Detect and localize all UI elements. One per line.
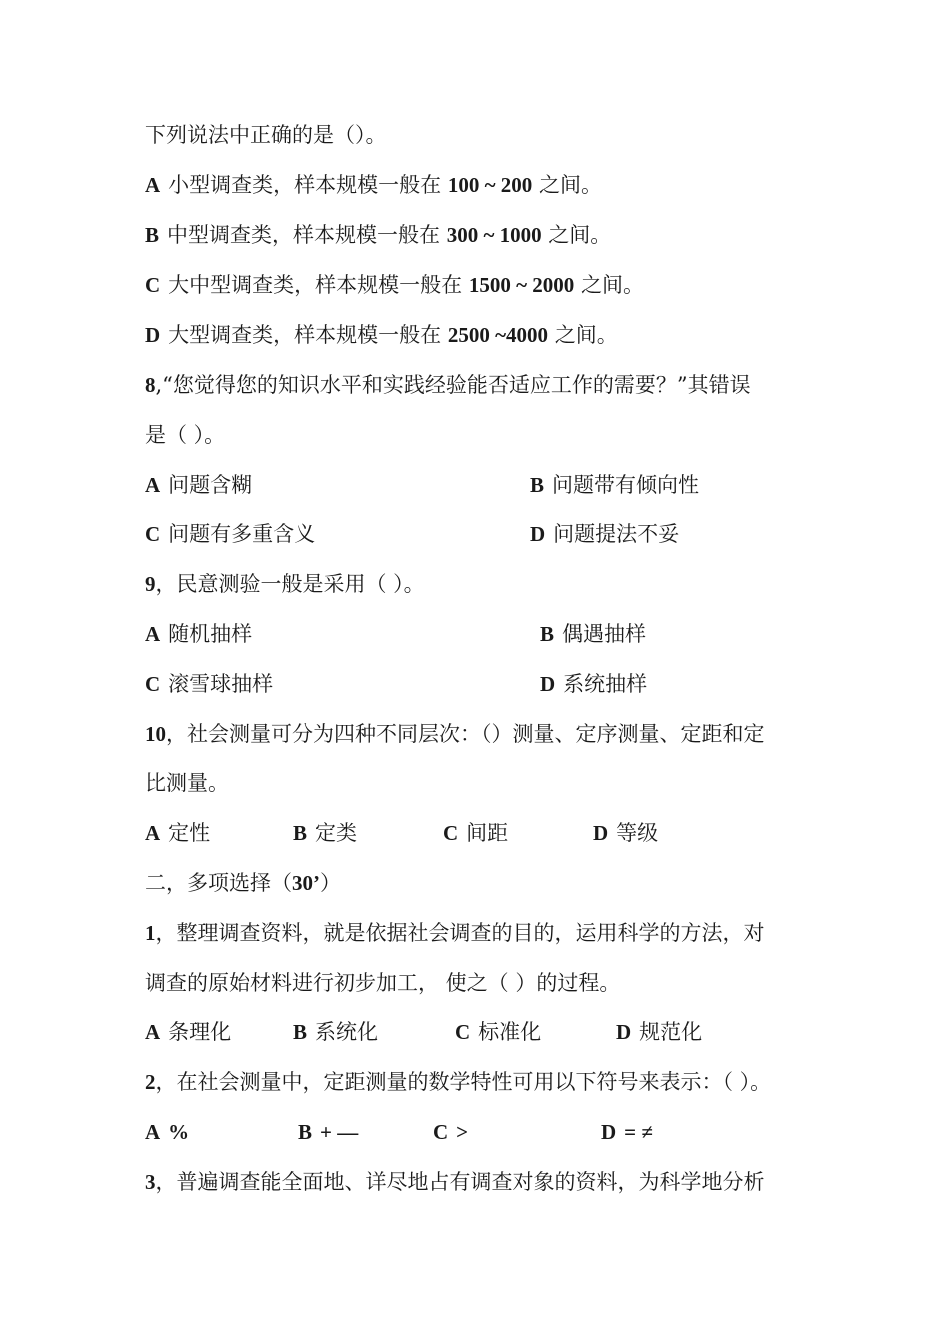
option-text-end: 之间。 xyxy=(548,323,618,347)
option-letter: C xyxy=(455,1020,471,1044)
option-text-end: 之间。 xyxy=(541,223,612,247)
option-letter: D xyxy=(540,672,556,696)
option-letter: D xyxy=(601,1120,617,1144)
m2-option-c xyxy=(433,1116,468,1148)
m2-option-d xyxy=(601,1116,653,1148)
option-letter: B xyxy=(540,622,555,646)
q7-option-b xyxy=(145,219,611,251)
option-letter: C xyxy=(433,1120,449,1144)
option-letter: C xyxy=(145,672,161,696)
option-text: 系统抽样 xyxy=(563,672,648,696)
option-symbol: > xyxy=(456,1120,469,1144)
question-number: 8 xyxy=(145,373,156,397)
option-letter: B xyxy=(530,473,545,497)
q10-option-c xyxy=(443,817,508,849)
option-text: 偶遇抽样 xyxy=(562,622,647,646)
option-symbol: = ≠ xyxy=(624,1120,653,1144)
option-letter: A xyxy=(145,622,161,646)
q10-stem-line2 xyxy=(145,767,229,799)
option-letter: C xyxy=(145,273,161,297)
m2-option-a xyxy=(145,1116,189,1148)
option-symbol: + — xyxy=(320,1120,359,1144)
m2-options-row xyxy=(0,1116,950,1148)
q8-options-row2 xyxy=(0,518,950,550)
question-number: 3 xyxy=(145,1170,156,1194)
q8-option-c xyxy=(145,518,315,550)
q9-option-c xyxy=(145,668,273,700)
option-text: 问题带有倾向性 xyxy=(552,473,700,497)
option-text: 滚雪球抽样 xyxy=(168,672,274,696)
option-range: 100 ~ 200 xyxy=(447,173,533,197)
option-text-end: 之间。 xyxy=(532,173,602,197)
option-letter: A xyxy=(145,1020,161,1044)
option-letter: A xyxy=(145,173,161,197)
m1-stem-line2 xyxy=(145,967,620,999)
section2-title xyxy=(145,867,341,899)
q8-option-d xyxy=(530,518,679,550)
q9-option-a xyxy=(145,618,252,650)
option-range: 300 ~ 1000 xyxy=(446,223,542,247)
option-letter: B xyxy=(293,821,308,845)
question-text: 调查的原始材料进行初步加工， 使之（ ）的过程。 xyxy=(145,971,621,995)
m1-options-row xyxy=(0,1016,950,1048)
option-text: 问题含糊 xyxy=(168,473,253,497)
q10-option-b xyxy=(293,817,357,849)
q10-option-a xyxy=(145,817,210,849)
option-range: 2500 ~4000 xyxy=(447,323,549,347)
option-text: 标准化 xyxy=(478,1020,542,1044)
option-text: 间距 xyxy=(466,821,509,845)
option-text: 定类 xyxy=(315,821,358,845)
question-text: 比测量。 xyxy=(145,771,229,795)
option-range: 1500 ~ 2000 xyxy=(468,273,575,297)
m2-stem xyxy=(145,1066,771,1098)
option-text: 等级 xyxy=(616,821,659,845)
option-text: 大型调查类，样本规模一般在 xyxy=(168,323,448,347)
section-score: 30’ xyxy=(292,871,320,895)
q7-option-a xyxy=(145,169,602,201)
question-text: ，整理调查资料，就是依据社会调查的目的，运用科学的方法，对 xyxy=(155,921,765,945)
option-symbol: % xyxy=(168,1120,190,1144)
option-text: 定性 xyxy=(168,821,211,845)
q8-option-a xyxy=(145,469,252,501)
q7-stem xyxy=(145,119,387,151)
q8-stem-line1 xyxy=(145,369,751,401)
question-number: 10 xyxy=(145,722,166,746)
option-text: 条理化 xyxy=(168,1020,232,1044)
option-letter: B xyxy=(293,1020,308,1044)
q8-stem-line2 xyxy=(145,419,225,451)
m2-option-b xyxy=(298,1116,358,1148)
m1-option-d xyxy=(616,1016,702,1048)
q8-option-b xyxy=(530,469,699,501)
question-text: ，普遍调查能全面地、详尽地占有调查对象的资料，为科学地分析 xyxy=(155,1170,765,1194)
m3-stem-line1 xyxy=(145,1166,765,1198)
section-title-text: 二，多项选择（ xyxy=(145,871,292,895)
q7-option-c xyxy=(145,269,644,301)
option-text-end: 之间。 xyxy=(574,273,644,297)
q9-options-row2 xyxy=(0,668,950,700)
m1-option-b xyxy=(293,1016,378,1048)
q10-options-row xyxy=(0,817,950,849)
option-letter: D xyxy=(616,1020,632,1044)
option-letter: D xyxy=(145,323,161,347)
question-number: 1 xyxy=(145,921,156,945)
option-letter: D xyxy=(530,522,546,546)
option-text: 规范化 xyxy=(639,1020,703,1044)
question-text: 是（ ）。 xyxy=(145,423,226,447)
option-text: 中型调查类，样本规模一般在 xyxy=(167,223,447,247)
option-letter: D xyxy=(593,821,609,845)
option-text: 小型调查类，样本规模一般在 xyxy=(168,173,448,197)
m1-stem-line1 xyxy=(145,917,765,949)
option-letter: A xyxy=(145,473,161,497)
q10-stem-line1 xyxy=(145,718,765,750)
q9-option-d xyxy=(540,668,647,700)
m1-option-c xyxy=(455,1016,541,1048)
q9-stem xyxy=(145,568,425,600)
option-text: 随机抽样 xyxy=(168,622,253,646)
question-text: ,“您觉得您的知识水平和实践经验能否适应工作的需要？”其错误 xyxy=(155,373,751,397)
question-text: ，社会测量可分为四种不同层次：（）测量、定序测量、定距和定 xyxy=(166,722,765,746)
question-number: 2 xyxy=(145,1070,156,1094)
option-letter: C xyxy=(443,821,459,845)
question-text: ，民意测验一般是采用（ ）。 xyxy=(155,572,425,596)
option-text: 问题提法不妥 xyxy=(553,522,680,546)
option-text: 问题有多重含义 xyxy=(168,522,316,546)
question-text: ，在社会测量中，定距测量的数学特性可用以下符号来表示：（ ）。 xyxy=(155,1070,772,1094)
q9-option-b xyxy=(540,618,646,650)
question-number: 9 xyxy=(145,572,156,596)
option-text: 大中型调查类，样本规模一般在 xyxy=(168,273,469,297)
option-letter: B xyxy=(298,1120,313,1144)
section-title-end: ） xyxy=(320,871,341,895)
option-letter: C xyxy=(145,522,161,546)
q8-options-row1 xyxy=(0,469,950,501)
q9-options-row1 xyxy=(0,618,950,650)
option-letter: A xyxy=(145,1120,161,1144)
q7-option-d xyxy=(145,319,618,351)
q10-option-d xyxy=(593,817,658,849)
option-letter: A xyxy=(145,821,161,845)
q7-stem-text: 下列说法中正确的是（）。 xyxy=(145,123,387,147)
option-text: 系统化 xyxy=(315,1020,379,1044)
option-letter: B xyxy=(145,223,160,247)
m1-option-a xyxy=(145,1016,231,1048)
